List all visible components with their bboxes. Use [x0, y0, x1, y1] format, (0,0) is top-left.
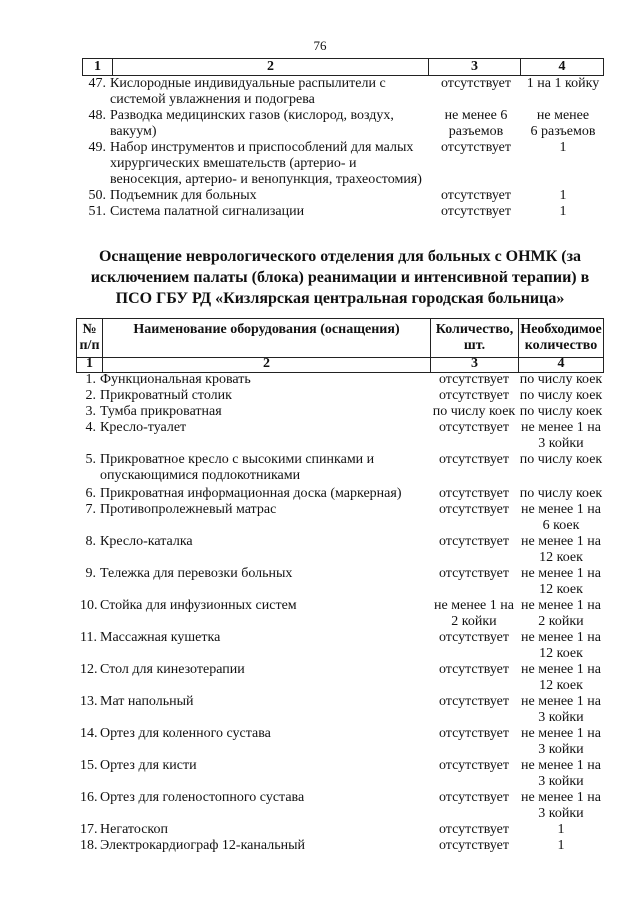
- table2-row-number: 1.: [85, 372, 96, 387]
- table2-row-quantity: отсутствует: [438, 790, 510, 805]
- table1-row-name: Набор инструментов и приспособлений для малых хирургических вмешательств (артерио- и веносекция, артерио- и венопункция, трахеостомия): [110, 140, 422, 187]
- table2-row-name: Противопролежневый матрас: [100, 502, 277, 517]
- table2-row-number: 4.: [85, 420, 96, 435]
- table2-index-col1: 1: [76, 356, 102, 372]
- table2-row-name: Стойка для инфузионных систем: [100, 598, 297, 613]
- table-row: [80, 486, 604, 502]
- table2-row-number: 3.: [85, 404, 96, 419]
- table1-row-required: 1: [559, 140, 567, 155]
- table1-header-col4: 4: [520, 59, 604, 75]
- table2-row-number: 17.: [80, 822, 98, 837]
- table2-index-col3: 3: [430, 356, 518, 372]
- table2-index-col2: 2: [102, 356, 430, 372]
- table2-row-name: Ортез для голеностопного сустава: [100, 790, 305, 805]
- table-row: [80, 694, 604, 726]
- table1-row-quantity: не менее 6 разъемов: [444, 108, 508, 139]
- section-heading: Оснащение неврологического отделения для больных с ОНМК (за исключением палаты (блока) реанимации и интенсивной терапии) в ПСО ГБУ РД «Кизлярская центральная городская больница»: [90, 248, 590, 307]
- table-row: [80, 404, 604, 420]
- table2-row-name: Мат напольный: [100, 694, 194, 709]
- table2-row-required: не менее 1 на 12 коек: [521, 534, 601, 565]
- table2-row-required: не менее 1 на 3 койки: [521, 694, 601, 725]
- table2-row-quantity: отсутствует: [438, 630, 510, 645]
- table1-row-name: Система палатной сигнализации: [110, 204, 305, 219]
- table2-row-name: Ортез для кисти: [100, 758, 197, 773]
- table2-row-name: Тележка для перевозки больных: [100, 566, 293, 581]
- table2-row-required: 1: [557, 822, 565, 837]
- table2-header-num: № п/п: [76, 319, 102, 357]
- table2-row-quantity: по числу коек: [432, 404, 516, 419]
- table2-row-quantity: отсутствует: [438, 662, 510, 677]
- table2-row-required: по числу коек: [519, 452, 603, 467]
- table1-header-col2: 2: [112, 59, 428, 75]
- table1-body: [80, 76, 604, 220]
- table2-header: [76, 318, 604, 358]
- table2-row-required: не менее 1 на 6 коек: [521, 502, 601, 533]
- table2-row-required: не менее 1 на 12 коек: [521, 566, 601, 597]
- table-row: [80, 388, 604, 404]
- table-row: [80, 630, 604, 662]
- table2-row-number: 7.: [85, 502, 96, 517]
- table2-row-number: 11.: [80, 630, 97, 645]
- table-row: [80, 662, 604, 694]
- table2-row-quantity: отсутствует: [438, 372, 510, 387]
- table1-row-number: 51.: [88, 204, 106, 219]
- table2-row-quantity: отсутствует: [438, 694, 510, 709]
- table2-row-required: по числу коек: [519, 372, 603, 387]
- table1-row-number: 47.: [88, 76, 106, 91]
- table1-row-name: Кислородные индивидуальные распылители с системой увлажнения и подогрева: [110, 76, 386, 107]
- table2-row-quantity: отсутствует: [438, 566, 510, 581]
- table2-row-required: не менее 1 на 3 койки: [521, 420, 601, 451]
- table2-row-quantity: отсутствует: [438, 502, 510, 517]
- table2-row-name: Кресло-туалет: [100, 420, 187, 435]
- table-row: [80, 204, 604, 220]
- table-row: [80, 76, 604, 108]
- table2-row-quantity: отсутствует: [438, 452, 510, 467]
- table2-row-quantity: отсутствует: [438, 388, 510, 403]
- table2-row-number: 8.: [85, 534, 96, 549]
- table1-row-name: Подъемник для больных: [110, 188, 257, 203]
- table2-row-name: Ортез для коленного сустава: [100, 726, 271, 741]
- table2-header-need: Необходимое количество: [518, 319, 604, 357]
- table1-row-required: 1: [559, 204, 567, 219]
- table2-row-number: 15.: [80, 758, 98, 773]
- table2-row-required: по числу коек: [519, 486, 603, 501]
- table1-header-col1: 1: [82, 59, 112, 75]
- table1-header: [82, 58, 604, 76]
- table-row: [80, 502, 604, 534]
- page-number: 76: [313, 38, 327, 53]
- table2-row-number: 16.: [80, 790, 98, 805]
- table2-row-name: Массажная кушетка: [100, 630, 221, 645]
- table-row: [80, 452, 604, 484]
- table1-row-required: 1 на 1 койку: [526, 76, 600, 91]
- table2-row-required: 1: [557, 838, 565, 853]
- table2-row-quantity: отсутствует: [438, 726, 510, 741]
- table2-row-number: 12.: [80, 662, 98, 677]
- table2-row-name: Электрокардиограф 12-канальный: [100, 838, 305, 853]
- table-row: [80, 420, 604, 452]
- table2-row-quantity: отсутствует: [438, 420, 510, 435]
- table-row: [80, 188, 604, 204]
- table2-row-name: Тумба прикроватная: [100, 404, 222, 419]
- table2-row-number: 14.: [80, 726, 98, 741]
- table1-row-required: не менее 6 разъемов: [530, 108, 596, 139]
- table2-header-name: Наименование оборудования (оснащения): [102, 319, 430, 357]
- table2-row-number: 9.: [85, 566, 96, 581]
- table-row: [80, 598, 604, 630]
- table1-row-name: Разводка медицинских газов (кислород, воздух, вакуум): [110, 108, 394, 139]
- table1-header-col3: 3: [428, 59, 520, 75]
- table2-row-number: 2.: [85, 388, 96, 403]
- table-row: [80, 790, 604, 822]
- table1-row-quantity: отсутствует: [440, 188, 512, 203]
- table-row: [80, 534, 604, 566]
- table2-row-name: Кресло-каталка: [100, 534, 193, 549]
- table-row: [80, 758, 604, 790]
- table2-row-required: не менее 1 на 3 койки: [521, 726, 601, 757]
- table2-row-quantity: не менее 1 на 2 койки: [434, 598, 514, 629]
- table2-index-col4: 4: [518, 356, 604, 372]
- table2-header-qty: Количество, шт.: [430, 319, 518, 357]
- table-row: [80, 140, 604, 188]
- table2-row-number: 13.: [80, 694, 98, 709]
- table-row: [80, 566, 604, 598]
- table2-index-row: [76, 356, 604, 373]
- table1-row-quantity: отсутствует: [440, 76, 512, 91]
- table2-row-name: Стол для кинезотерапии: [100, 662, 245, 677]
- table1-row-number: 49.: [88, 140, 106, 155]
- table2-row-required: не менее 1 на 3 койки: [521, 758, 601, 789]
- table2-row-required: не менее 1 на 12 коек: [521, 662, 601, 693]
- table1-row-number: 48.: [88, 108, 106, 123]
- table2-row-number: 6.: [85, 486, 96, 501]
- table2-row-required: по числу коек: [519, 388, 603, 403]
- table2-row-quantity: отсутствует: [438, 758, 510, 773]
- table1-row-required: 1: [559, 188, 567, 203]
- table1-row-quantity: отсутствует: [440, 140, 512, 155]
- table2-row-name: Негатоскоп: [100, 822, 168, 837]
- table1-row-number: 50.: [88, 188, 106, 203]
- table2-row-quantity: отсутствует: [438, 486, 510, 501]
- table-row: [80, 372, 604, 388]
- table-row: [80, 822, 604, 838]
- table2-row-quantity: отсутствует: [438, 822, 510, 837]
- table-row: [80, 108, 604, 140]
- table2-row-name: Прикроватная информационная доска (маркерная): [100, 486, 402, 501]
- table2-row-name: Прикроватный столик: [100, 388, 232, 403]
- table2-row-required: не менее 1 на 3 койки: [521, 790, 601, 821]
- table2-row-quantity: отсутствует: [438, 534, 510, 549]
- table2-row-name: Функциональная кровать: [100, 372, 251, 387]
- table2-row-number: 5.: [85, 452, 96, 467]
- table2-row-required: по числу коек: [519, 404, 603, 419]
- table2-row-required: не менее 1 на 12 коек: [521, 630, 601, 661]
- table2-body: [80, 372, 604, 872]
- table2-row-number: 18.: [80, 838, 98, 853]
- table2-row-required: не менее 1 на 2 койки: [521, 598, 601, 629]
- table2-row-number: 10.: [80, 598, 98, 613]
- table2-row-name: Прикроватное кресло с высокими спинками и опускающимися подлокотниками: [100, 452, 375, 483]
- table-row: [80, 838, 604, 854]
- table1-row-quantity: отсутствует: [440, 204, 512, 219]
- table-row: [80, 726, 604, 758]
- table2-row-quantity: отсутствует: [438, 838, 510, 853]
